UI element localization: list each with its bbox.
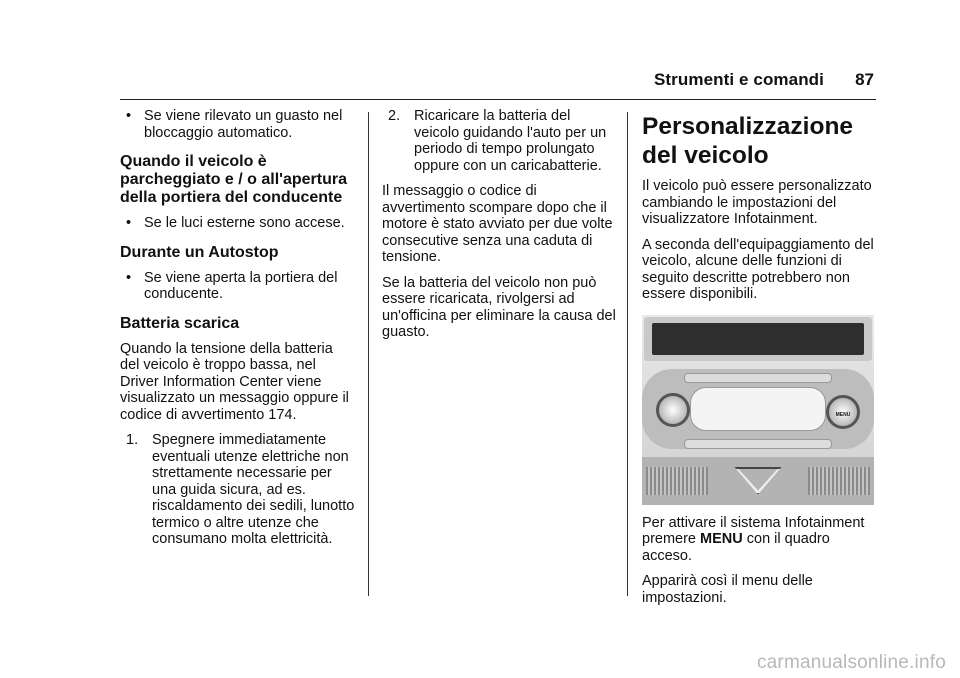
numbered-step-1 [120,432,356,548]
step-text: Spegnere immediatamente eventuali utenze elettriche non strettamente necessarie per una guida sicura, ad es. riscaldamento dei sedili, lunotto termico o altre utenze che consumano molta elettricità. [152,432,355,547]
numbered-step-2 [382,108,618,174]
heading-autostop: Durante un Autostop [120,243,279,261]
column-divider-2 [627,112,628,596]
bullet-item [120,215,356,232]
volume-knob [656,393,690,427]
page-number: 87 [855,70,874,89]
bullet-text: Se le luci esterne sono accese. [144,215,345,231]
paragraph-intro: Il veicolo può essere personalizzato cambiando le impostazioni del visualizzatore Infotainment. [642,178,872,227]
vent-left [646,467,708,495]
display-screen [652,323,864,355]
activate-text-before: Per attivare il sistema Infotainment premere [642,514,865,547]
column-1 [120,108,356,557]
menu-knob-label: MENU [835,411,851,418]
bullet-text: Se viene aperta la portiera del conducente. [144,269,338,302]
button-row-bottom [684,439,832,449]
infotainment-figure [642,315,874,505]
menu-key-label: MENU [700,531,743,547]
bullet-mark: • [126,215,132,231]
vent-right [808,467,870,495]
activate-text-after: con il quadro acceso. [642,531,830,564]
paragraph-equipment: A seconda dell'equipaggiamento del veicolo, alcune delle funzioni di seguito descritte potrebbero non essere disponibili. [642,236,874,302]
heading-battery: Batteria scarica [120,314,240,332]
paragraph-activate [642,515,878,565]
button-row-top [684,373,832,383]
bullet-text: Se viene rilevato un guasto nel bloccaggio automatico. [144,108,343,141]
paragraph-workshop: Se la batteria del veicolo non può essere ricaricata, rivolgersi ad un'officina per eliminare la causa del guasto. [382,274,616,340]
paragraph-battery: Quando la tensione della batteria del veicolo è troppo bassa, nel Driver Information Center viene visualizzato un messaggio oppure il codice di avvertimento 174. [120,340,349,423]
bullet-mark: • [126,108,132,124]
bullet-item [120,270,356,303]
section-title: Strumenti e comandi [653,70,824,89]
bullet-item [120,108,356,141]
step-number: 2. [388,108,401,124]
header-rule [120,99,876,100]
paragraph-message: Il messaggio o codice di avvertimento scompare dopo che il motore è stato avviato per due volte consecutive senza una caduta di tensione. [382,183,613,265]
heading-parked: Quando il veicolo è parcheggiato e / o all'apertura della portiera del conducente [120,153,347,206]
column-3 [642,108,878,615]
step-number: 1. [126,432,139,448]
watermark: carmanualsonline.info [756,652,946,673]
bullet-mark: • [126,269,132,286]
running-head [620,70,876,98]
column-2 [382,108,618,350]
column-divider-1 [368,112,369,596]
paragraph-menu: Apparirà così il menu delle impostazioni. [642,573,813,606]
control-panel [690,387,826,431]
heading-personalization: Personalizzazione del veicolo [642,113,854,169]
step-text: Ricaricare la batteria del veicolo guidando l'auto per un periodo di tempo prolungato oppure con un caricabatterie. [414,108,607,174]
